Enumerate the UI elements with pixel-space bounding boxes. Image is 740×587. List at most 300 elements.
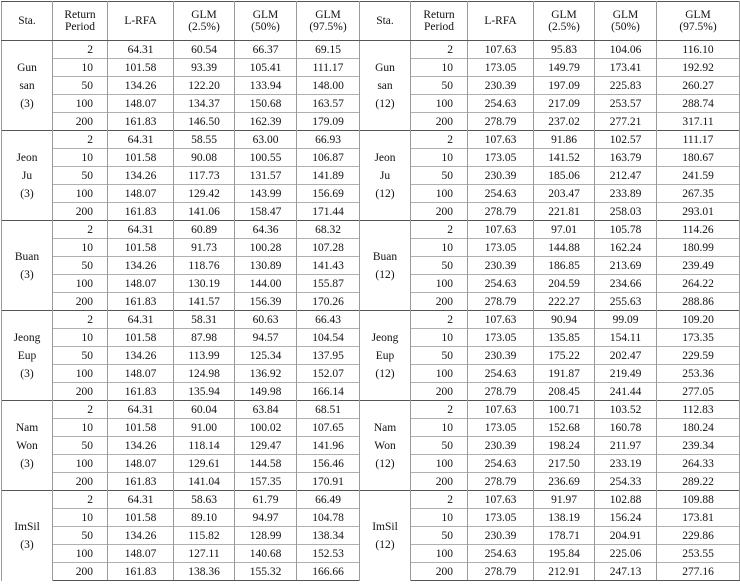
value-cell: 148.07 [108,455,174,473]
return-period-cell: 2 [411,311,468,329]
value-cell: 148.07 [108,95,174,113]
value-cell: 66.93 [297,131,360,149]
value-cell: 149.79 [534,59,595,77]
value-cell: 161.83 [108,203,174,221]
value-cell: 255.63 [595,293,657,311]
value-cell: 104.06 [595,41,657,59]
value-cell: 143.99 [235,185,297,203]
return-period-cell: 10 [53,329,108,347]
return-period-cell: 100 [411,185,468,203]
value-cell: 150.68 [235,95,297,113]
value-cell: 101.58 [108,329,174,347]
station-name-left: Nam Won (3) [2,401,53,491]
value-cell: 66.49 [297,491,360,509]
station-name-right: Jeong Eup (12) [360,311,411,401]
value-cell: 221.81 [534,203,595,221]
value-cell: 219.49 [595,365,657,383]
value-cell: 155.87 [297,275,360,293]
return-period-cell: 2 [53,401,108,419]
value-cell: 93.39 [174,59,235,77]
value-cell: 278.79 [468,113,534,131]
return-period-cell: 2 [411,491,468,509]
value-cell: 138.19 [534,509,595,527]
value-cell: 102.88 [595,491,657,509]
header-row [2,2,740,41]
return-period-cell: 2 [53,131,108,149]
value-cell: 101.58 [108,509,174,527]
value-cell: 278.79 [468,203,534,221]
return-period-cell: 2 [411,131,468,149]
header-glm-mid-left: GLM (50%) [235,2,297,41]
table-body [2,41,740,581]
value-cell: 208.45 [534,383,595,401]
value-cell: 254.63 [468,95,534,113]
value-cell: 141.43 [297,257,360,275]
value-cell: 107.63 [468,221,534,239]
header-lrfa-left: L-RFA [108,2,174,41]
station-name-right: ImSil (12) [360,491,411,581]
value-cell: 129.42 [174,185,235,203]
value-cell: 156.39 [235,293,297,311]
station-name-right: Buan (12) [360,221,411,311]
value-cell: 134.26 [108,257,174,275]
value-cell: 236.69 [534,473,595,491]
value-cell: 63.00 [235,131,297,149]
header-glm-lo-left: GLM (2.5%) [174,2,235,41]
value-cell: 241.59 [657,167,740,185]
return-period-cell: 50 [411,257,468,275]
value-cell: 175.22 [534,347,595,365]
return-period-cell: 50 [53,77,108,95]
value-cell: 260.27 [657,77,740,95]
value-cell: 173.05 [468,509,534,527]
value-cell: 141.57 [174,293,235,311]
value-cell: 101.58 [108,59,174,77]
return-period-cell: 2 [411,401,468,419]
value-cell: 118.76 [174,257,235,275]
value-cell: 229.59 [657,347,740,365]
value-cell: 64.31 [108,41,174,59]
value-cell: 160.78 [595,419,657,437]
return-period-cell: 200 [411,383,468,401]
value-cell: 141.06 [174,203,235,221]
value-cell: 173.35 [657,329,740,347]
return-period-cell: 100 [411,365,468,383]
value-cell: 178.71 [534,527,595,545]
station-name-right: Nam Won (12) [360,401,411,491]
table-row [2,131,740,149]
return-period-cell: 200 [411,293,468,311]
value-cell: 254.63 [468,275,534,293]
value-cell: 267.35 [657,185,740,203]
value-cell: 125.34 [235,347,297,365]
value-cell: 91.73 [174,239,235,257]
value-cell: 170.26 [297,293,360,311]
table-row [2,491,740,509]
value-cell: 104.78 [297,509,360,527]
value-cell: 63.84 [235,401,297,419]
station-name-left: Jeon Ju (3) [2,131,53,221]
value-cell: 129.47 [235,437,297,455]
value-cell: 195.84 [534,545,595,563]
value-cell: 203.47 [534,185,595,203]
value-cell: 233.89 [595,185,657,203]
value-cell: 217.50 [534,455,595,473]
return-period-cell: 2 [411,221,468,239]
value-cell: 148.00 [297,77,360,95]
value-cell: 105.78 [595,221,657,239]
value-cell: 135.94 [174,383,235,401]
value-cell: 229.86 [657,527,740,545]
value-cell: 278.79 [468,293,534,311]
value-cell: 100.71 [534,401,595,419]
value-cell: 100.02 [235,419,297,437]
value-cell: 253.57 [595,95,657,113]
value-cell: 230.39 [468,347,534,365]
value-cell: 140.68 [235,545,297,563]
value-cell: 58.31 [174,311,235,329]
value-cell: 122.20 [174,77,235,95]
value-cell: 64.31 [108,221,174,239]
return-period-cell: 200 [53,293,108,311]
value-cell: 204.59 [534,275,595,293]
value-cell: 230.39 [468,527,534,545]
value-cell: 107.63 [468,131,534,149]
value-cell: 134.26 [108,347,174,365]
return-period-cell: 100 [411,95,468,113]
value-cell: 317.11 [657,113,740,131]
return-period-cell: 100 [53,365,108,383]
value-cell: 191.87 [534,365,595,383]
value-cell: 134.37 [174,95,235,113]
value-cell: 148.07 [108,185,174,203]
value-cell: 253.36 [657,365,740,383]
return-period-cell: 100 [53,455,108,473]
value-cell: 60.89 [174,221,235,239]
value-cell: 117.73 [174,167,235,185]
value-cell: 179.09 [297,113,360,131]
value-cell: 254.63 [468,455,534,473]
value-cell: 102.57 [595,131,657,149]
value-cell: 211.97 [595,437,657,455]
value-cell: 197.09 [534,77,595,95]
value-cell: 107.63 [468,41,534,59]
return-period-cell: 2 [53,491,108,509]
value-cell: 112.83 [657,401,740,419]
value-cell: 68.51 [297,401,360,419]
value-cell: 162.39 [235,113,297,131]
return-period-cell: 10 [411,329,468,347]
return-period-cell: 200 [53,113,108,131]
value-cell: 64.31 [108,491,174,509]
value-cell: 101.58 [108,239,174,257]
value-cell: 131.57 [235,167,297,185]
value-cell: 277.16 [657,563,740,581]
return-period-cell: 50 [53,167,108,185]
table-row [2,311,740,329]
value-cell: 277.21 [595,113,657,131]
value-cell: 161.83 [108,473,174,491]
value-cell: 185.06 [534,167,595,185]
value-cell: 90.08 [174,149,235,167]
value-cell: 91.00 [174,419,235,437]
value-cell: 133.94 [235,77,297,95]
return-period-cell: 2 [53,311,108,329]
value-cell: 173.05 [468,329,534,347]
value-cell: 161.83 [108,113,174,131]
value-cell: 247.13 [595,563,657,581]
value-cell: 113.99 [174,347,235,365]
value-cell: 180.67 [657,149,740,167]
station-name-left: Gun san (3) [2,41,53,131]
value-cell: 278.79 [468,473,534,491]
value-cell: 134.26 [108,77,174,95]
value-cell: 144.00 [235,275,297,293]
value-cell: 128.99 [235,527,297,545]
value-cell: 100.28 [235,239,297,257]
value-cell: 99.09 [595,311,657,329]
value-cell: 118.14 [174,437,235,455]
station-name-left: ImSil (3) [2,491,53,581]
header-glm-hi-right: GLM (97.5%) [657,2,740,41]
value-cell: 157.35 [235,473,297,491]
return-period-cell: 50 [411,437,468,455]
value-cell: 154.11 [595,329,657,347]
value-cell: 97.01 [534,221,595,239]
header-glm-mid-right: GLM (50%) [595,2,657,41]
value-cell: 134.26 [108,437,174,455]
value-cell: 234.66 [595,275,657,293]
value-cell: 141.52 [534,149,595,167]
value-cell: 152.53 [297,545,360,563]
station-name-left: Buan (3) [2,221,53,311]
value-cell: 217.09 [534,95,595,113]
value-cell: 212.91 [534,563,595,581]
table-row [2,41,740,59]
value-cell: 107.63 [468,401,534,419]
return-period-cell: 200 [53,383,108,401]
value-cell: 134.26 [108,527,174,545]
return-period-cell: 100 [53,275,108,293]
value-cell: 106.87 [297,149,360,167]
value-cell: 278.79 [468,563,534,581]
value-cell: 105.41 [235,59,297,77]
return-period-cell: 10 [411,149,468,167]
return-period-cell: 50 [53,257,108,275]
value-cell: 254.33 [595,473,657,491]
value-cell: 254.63 [468,185,534,203]
return-period-cell: 200 [53,563,108,581]
return-period-cell: 2 [53,41,108,59]
value-cell: 163.57 [297,95,360,113]
value-cell: 212.47 [595,167,657,185]
value-cell: 202.47 [595,347,657,365]
value-cell: 146.50 [174,113,235,131]
value-cell: 141.04 [174,473,235,491]
station-name-right: Gun san (12) [360,41,411,131]
return-period-cell: 100 [411,455,468,473]
value-cell: 66.43 [297,311,360,329]
value-cell: 64.31 [108,401,174,419]
value-cell: 109.88 [657,491,740,509]
return-period-cell: 100 [53,545,108,563]
value-cell: 225.83 [595,77,657,95]
value-cell: 166.14 [297,383,360,401]
return-period-cell: 50 [411,77,468,95]
value-cell: 144.58 [235,455,297,473]
value-cell: 173.05 [468,59,534,77]
value-cell: 136.92 [235,365,297,383]
value-cell: 58.55 [174,131,235,149]
return-period-cell: 50 [411,167,468,185]
value-cell: 137.95 [297,347,360,365]
value-cell: 60.63 [235,311,297,329]
value-cell: 124.98 [174,365,235,383]
value-cell: 127.11 [174,545,235,563]
return-period-cell: 10 [53,509,108,527]
value-cell: 173.05 [468,239,534,257]
value-cell: 141.89 [297,167,360,185]
value-cell: 173.05 [468,419,534,437]
value-cell: 152.07 [297,365,360,383]
value-cell: 173.41 [595,59,657,77]
value-cell: 89.10 [174,509,235,527]
return-period-cell: 10 [53,419,108,437]
value-cell: 141.96 [297,437,360,455]
return-period-cell: 2 [53,221,108,239]
return-period-cell: 100 [411,545,468,563]
value-cell: 109.20 [657,311,740,329]
return-period-cell: 200 [411,203,468,221]
value-cell: 204.91 [595,527,657,545]
value-cell: 230.39 [468,437,534,455]
return-period-cell: 2 [411,41,468,59]
value-cell: 130.19 [174,275,235,293]
value-cell: 148.07 [108,275,174,293]
header-return-period-right: Return Period [411,2,468,41]
value-cell: 60.04 [174,401,235,419]
return-period-cell: 200 [411,473,468,491]
return-period-cell: 10 [411,239,468,257]
table-row [2,221,740,239]
value-cell: 239.49 [657,257,740,275]
value-cell: 277.05 [657,383,740,401]
value-cell: 173.81 [657,509,740,527]
value-cell: 64.31 [108,131,174,149]
value-cell: 66.37 [235,41,297,59]
value-cell: 94.97 [235,509,297,527]
value-cell: 156.24 [595,509,657,527]
header-sta-left: Sta. [2,2,53,41]
value-cell: 129.61 [174,455,235,473]
value-cell: 91.86 [534,131,595,149]
value-cell: 115.82 [174,527,235,545]
value-cell: 158.47 [235,203,297,221]
value-cell: 222.27 [534,293,595,311]
return-period-cell: 100 [411,275,468,293]
value-cell: 230.39 [468,167,534,185]
value-cell: 239.34 [657,437,740,455]
value-cell: 254.63 [468,365,534,383]
value-cell: 104.54 [297,329,360,347]
return-period-cell: 50 [411,527,468,545]
value-cell: 91.97 [534,491,595,509]
value-cell: 64.31 [108,311,174,329]
station-name-left: Jeong Eup (3) [2,311,53,401]
return-period-cell: 200 [53,473,108,491]
value-cell: 264.22 [657,275,740,293]
value-cell: 144.88 [534,239,595,257]
value-cell: 225.06 [595,545,657,563]
value-cell: 107.63 [468,491,534,509]
value-cell: 114.26 [657,221,740,239]
value-cell: 95.83 [534,41,595,59]
value-cell: 138.36 [174,563,235,581]
value-cell: 170.91 [297,473,360,491]
value-cell: 94.57 [235,329,297,347]
header-glm-lo-right: GLM (2.5%) [534,2,595,41]
value-cell: 135.85 [534,329,595,347]
return-period-cell: 50 [53,347,108,365]
frequency-analysis-table [1,1,740,581]
value-cell: 289.22 [657,473,740,491]
value-cell: 156.46 [297,455,360,473]
value-cell: 293.01 [657,203,740,221]
value-cell: 64.36 [235,221,297,239]
value-cell: 149.98 [235,383,297,401]
return-period-cell: 50 [53,437,108,455]
header-lrfa-right: L-RFA [468,2,534,41]
value-cell: 152.68 [534,419,595,437]
value-cell: 264.33 [657,455,740,473]
value-cell: 90.94 [534,311,595,329]
return-period-cell: 200 [411,563,468,581]
value-cell: 100.55 [235,149,297,167]
value-cell: 68.32 [297,221,360,239]
value-cell: 173.05 [468,149,534,167]
value-cell: 233.19 [595,455,657,473]
value-cell: 180.24 [657,419,740,437]
value-cell: 186.85 [534,257,595,275]
value-cell: 60.54 [174,41,235,59]
value-cell: 213.69 [595,257,657,275]
value-cell: 237.02 [534,113,595,131]
value-cell: 162.24 [595,239,657,257]
value-cell: 87.98 [174,329,235,347]
value-cell: 180.99 [657,239,740,257]
value-cell: 161.83 [108,383,174,401]
value-cell: 278.79 [468,383,534,401]
header-sta-right: Sta. [360,2,411,41]
value-cell: 134.26 [108,167,174,185]
value-cell: 161.83 [108,563,174,581]
return-period-cell: 10 [53,59,108,77]
value-cell: 116.10 [657,41,740,59]
table-row [2,401,740,419]
value-cell: 230.39 [468,257,534,275]
value-cell: 198.24 [534,437,595,455]
value-cell: 155.32 [235,563,297,581]
return-period-cell: 50 [411,347,468,365]
value-cell: 148.07 [108,365,174,383]
header-glm-hi-left: GLM (97.5%) [297,2,360,41]
value-cell: 101.58 [108,419,174,437]
value-cell: 192.92 [657,59,740,77]
return-period-cell: 10 [411,419,468,437]
value-cell: 130.89 [235,257,297,275]
value-cell: 69.15 [297,41,360,59]
value-cell: 61.79 [235,491,297,509]
